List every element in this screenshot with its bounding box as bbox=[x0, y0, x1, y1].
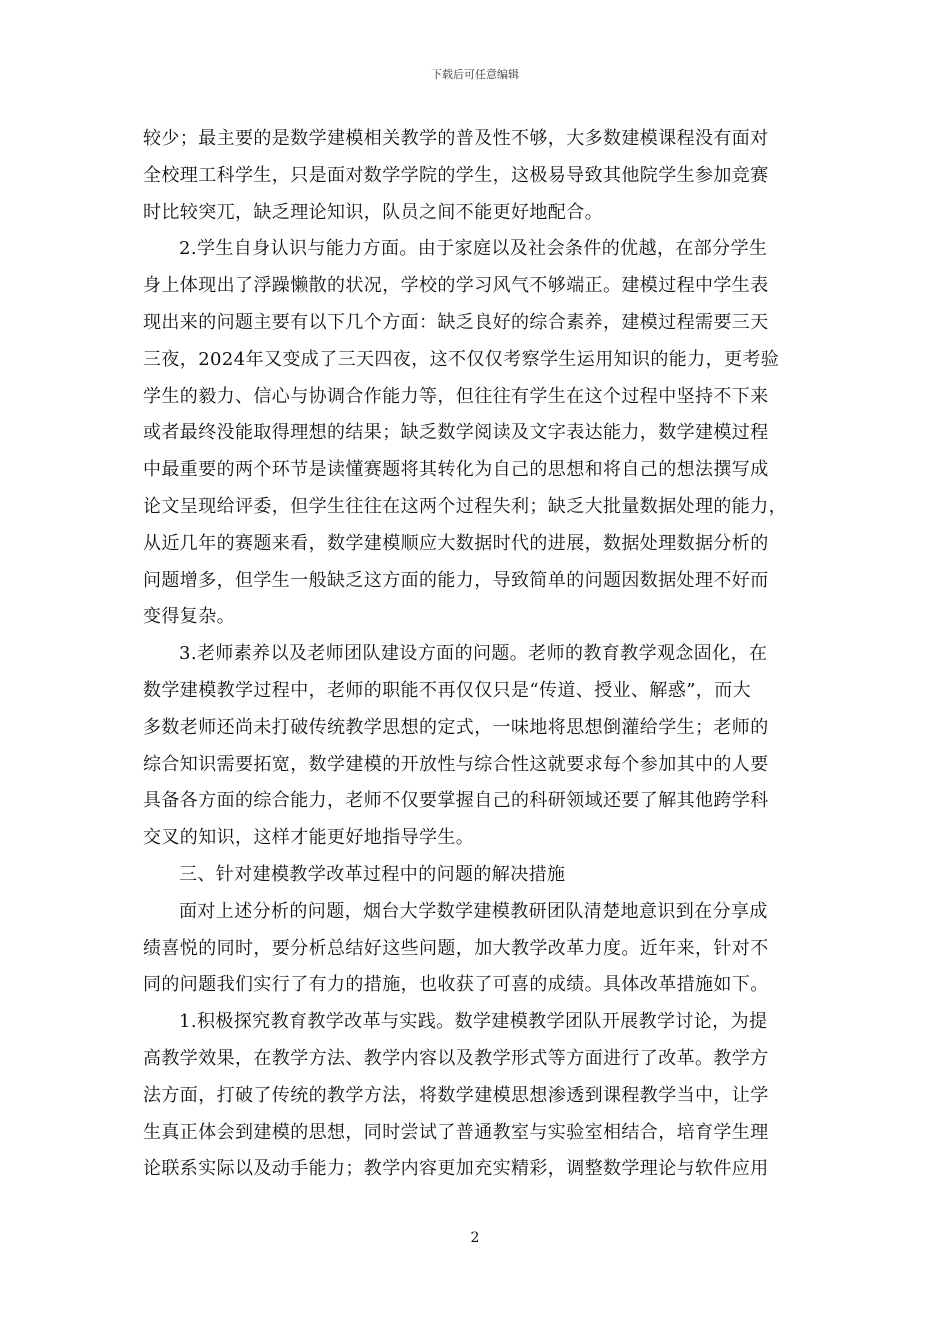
text-line: 同的问题我们实行了有力的措施，也收获了可喜的成绩。具体改革措施如下。 bbox=[143, 974, 769, 996]
text-line: 现出来的问题主要有以下几个方面：缺乏良好的综合素养，建模过程需要三天 bbox=[143, 311, 769, 333]
paragraph-start-line: 2.学生自身认识与能力方面。由于家庭以及社会条件的优越，在部分学生 bbox=[179, 238, 768, 260]
text-line: 绩喜悦的同时，要分析总结好这些问题，加大教学改革力度。近年来，针对不 bbox=[143, 937, 769, 959]
text-line: 较少；最主要的是数学建模相关教学的普及性不够，大多数建模课程没有面对 bbox=[143, 128, 769, 149]
text-line: 中最重要的两个环节是读懂赛题将其转化为自己的思想和将自己的想法撰写成 bbox=[143, 459, 769, 481]
text-line: 学生的毅力、信心与协调合作能力等，但往往有学生在这个过程中坚持不下来 bbox=[143, 385, 769, 407]
text-line: 三夜，2024年又变成了三天四夜，这不仅仅考察学生运用知识的能力，更考验 bbox=[143, 348, 780, 370]
paragraph-start-line: 1.积极探究教育教学改革与实践。数学建模教学团队开展教学讨论，为提 bbox=[179, 1011, 768, 1033]
section-heading: 三、针对建模教学改革过程中的问题的解决措施 bbox=[179, 863, 566, 885]
page-number: 2 bbox=[470, 1230, 480, 1246]
text-line: 时比较突兀，缺乏理论知识，队员之间不能更好地配合。 bbox=[143, 201, 603, 223]
text-line: 论联系实际以及动手能力；教学内容更加充实精彩，调整数学理论与软件应用 bbox=[143, 1158, 769, 1180]
page-header: 下载后可任意编辑 bbox=[431, 68, 519, 81]
text-line: 具备各方面的综合能力，老师不仅要掌握自己的科研领域还要了解其他跨学科 bbox=[143, 790, 769, 812]
paragraph-start-line: 3.老师素养以及老师团队建设方面的问题。老师的教育教学观念固化，在 bbox=[179, 643, 768, 665]
paragraph-start-line: 面对上述分析的问题，烟台大学数学建模教研团队清楚地意识到在分享成 bbox=[179, 900, 768, 922]
text-line: 生真正体会到建模的思想，同时尝试了普通教室与实验室相结合，培育学生理 bbox=[143, 1121, 769, 1143]
text-line: 多数老师还尚未打破传统教学思想的定式，一味地将思想倒灌给学生；老师的 bbox=[143, 716, 769, 738]
text-line: 问题增多，但学生一般缺乏这方面的能力，导致简单的问题因数据处理不好而 bbox=[143, 569, 769, 591]
text-line: 或者最终没能取得理想的结果；缺乏数学阅读及文字表达能力，数学建模过程 bbox=[143, 422, 769, 444]
text-line: 论文呈现给评委，但学生往往在这两个过程失利；缺乏大批量数据处理的能力， bbox=[143, 495, 787, 517]
text-line: 法方面，打破了传统的教学方法，将数学建模思想渗透到课程教学当中，让学 bbox=[143, 1084, 769, 1106]
text-line: 交叉的知识，这样才能更好地指导学生。 bbox=[143, 827, 475, 849]
text-line: 全校理工科学生，只是面对数学学院的学生，这极易导致其他院学生参加竞赛 bbox=[143, 164, 769, 186]
body-text bbox=[143, 121, 823, 1188]
text-line: 数学建模教学过程中，老师的职能不再仅仅只是“传道、授业、解惑”，而大 bbox=[143, 679, 752, 701]
text-line: 综合知识需要拓宽，数学建模的开放性与综合性这就要求每个参加其中的人要 bbox=[143, 753, 769, 775]
text-line: 高教学效果，在教学方法、教学内容以及教学形式等方面进行了改革。教学方 bbox=[143, 1047, 769, 1069]
text-line: 身上体现出了浮躁懒散的状况，学校的学习风气不够端正。建模过程中学生表 bbox=[143, 275, 769, 297]
text-line: 从近几年的赛题来看，数学建模顺应大数据时代的进展，数据处理数据分析的 bbox=[143, 532, 769, 554]
text-line: 变得复杂。 bbox=[143, 606, 235, 628]
